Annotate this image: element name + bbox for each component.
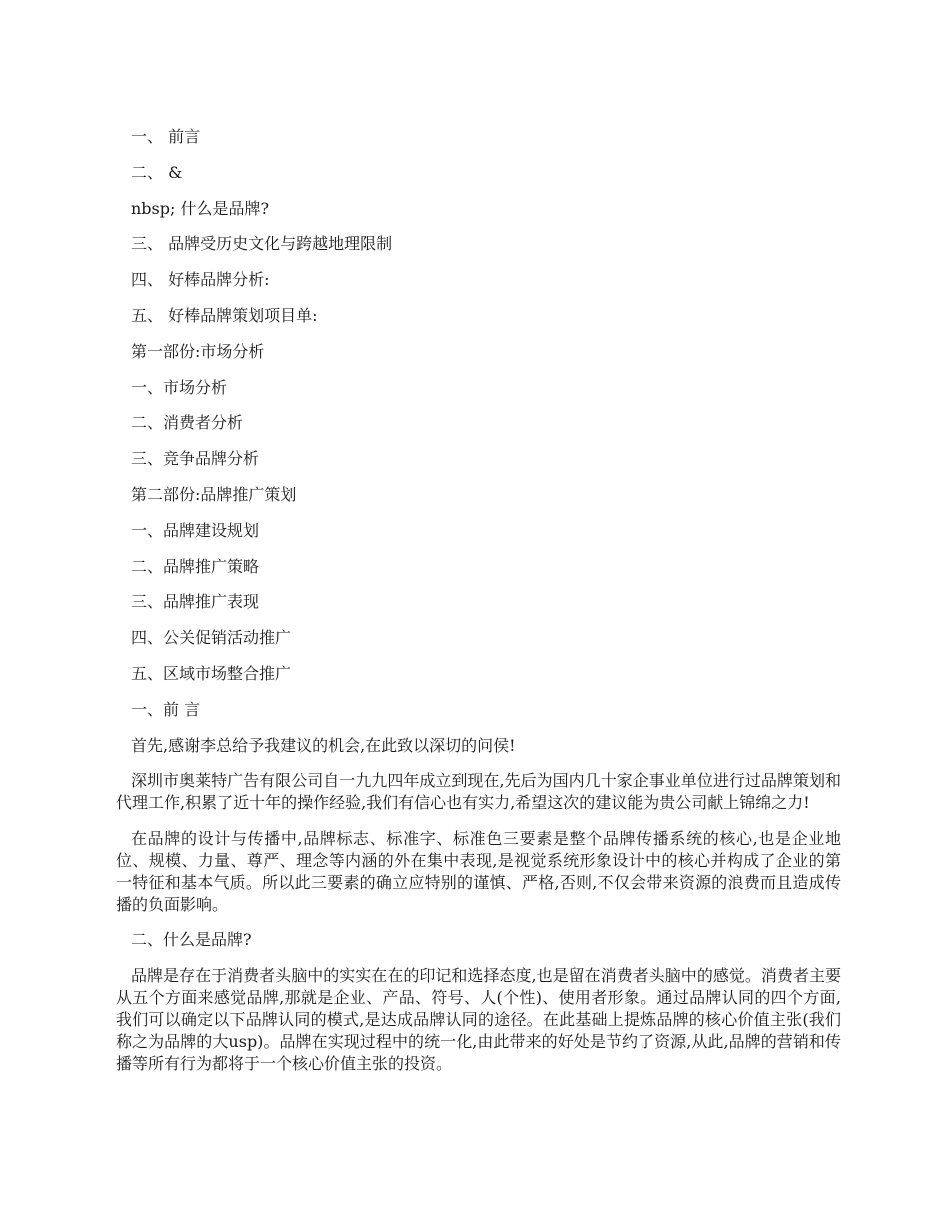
toc-item: 二、 & [131,162,183,182]
section-heading: 第一部份:市场分析 [131,341,265,361]
toc-item: 五、区域市场整合推广 [131,663,292,683]
toc-item: 四、 好棒品牌分析: [131,270,270,290]
toc-item: 三、品牌推广表现 [131,592,260,612]
toc-item: 三、竞争品牌分析 [131,449,260,469]
toc-item: 一、市场分析 [131,377,228,397]
toc-item: 二、消费者分析 [131,413,244,433]
section-heading: 第二部份:品牌推广策划 [131,484,297,504]
section-heading: 二、什么是品牌? [131,930,252,950]
toc-item: 二、品牌推广策略 [131,556,260,576]
toc-item: 三、 品牌受历史文化与跨越地理限制 [131,234,393,254]
toc-item: nbsp; 什么是品牌? [131,198,270,218]
paragraph-text: 深圳市奥莱特广告有限公司自一九九四年成立到现在,先后为国内几十家企事业单位进行过品牌策划和代理工作,积累了近十年的操作经验,我们有信心也有实力,希望这次的建议能为贵公司献上锦绵之力! [116,771,841,813]
toc-item: 一、 前言 [131,127,201,146]
toc-item: 一、品牌建设规划 [131,520,260,540]
paragraph-text: 在品牌的设计与传播中,品牌标志、标准字、标准色三要素是整个品牌传播系统的核心,也是企业地位、规模、力量、尊严、理念等内涵的外在集中表现,是视觉系统形象设计中的核心并构成了企业的第一特征和基本气质。所以此三要素的确立应特别的谨慎、严格,否则,不仅会带来资源的浪费而且造成传播的负面影响。 [116,828,841,914]
toc-item: 四、公关促销活动推广 [131,628,292,648]
paragraph-design [116,828,841,916]
paragraph-brand [116,965,841,1075]
toc-item: 五、 好棒品牌策划项目单: [131,305,318,325]
document-page [116,126,841,1089]
paragraph-intro [116,770,841,814]
paragraph-text: 品牌是存在于消费者头脑中的实实在在的印记和选择态度,也是留在消费者头脑中的感觉。消费者主要从五个方面来感觉品牌,那就是企业、产品、符号、人(个性)、使用者形象。通过品牌认同的四个方面,我们可以确定以下品牌认同的模式,是达成品牌认同的途径。在此基础上提炼品牌的核心价值主张(我们称之为品牌的大usp)。品牌在实现过程中的统一化,由此带来的好处是节约了资源,从此,品牌的营销和传播等所有行为都将于一个核心价值主张的投资。 [116,966,841,1074]
greeting-text: 首先,感谢李总给予我建议的机会,在此致以深切的问侯! [131,735,516,755]
section-heading: 一、前 言 [131,699,201,719]
